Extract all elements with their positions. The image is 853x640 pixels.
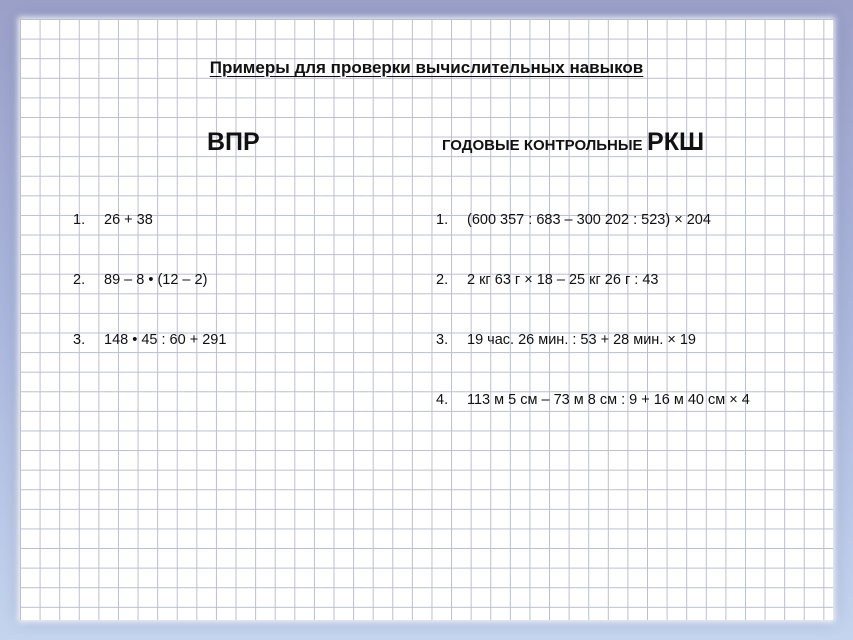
item-number: 2. [436, 272, 449, 288]
item-number: 1. [73, 212, 86, 228]
item-number: 2. [73, 272, 86, 288]
item-expression: (600 357 : 683 – 300 202 : 523) × 204 [467, 212, 711, 228]
item-expression: 2 кг 63 г × 18 – 25 кг 26 г : 43 [467, 272, 659, 288]
right-heading-abbrev: РКШ [647, 128, 705, 156]
item-number: 4. [436, 392, 449, 408]
item-expression: 26 + 38 [104, 212, 153, 228]
item-number: 3. [73, 332, 86, 348]
item-expression: 19 час. 26 мин. : 53 + 28 мин. × 19 [467, 332, 696, 348]
right-column-heading [442, 128, 704, 157]
grid-paper-sheet [20, 19, 833, 620]
item-expression: 113 м 5 см – 73 м 8 см : 9 + 16 м 40 см × 4 [467, 392, 750, 408]
item-expression: 148 • 45 : 60 + 291 [104, 332, 227, 348]
item-number: 3. [436, 332, 449, 348]
item-expression: 89 – 8 • (12 – 2) [104, 272, 208, 288]
right-heading-prefix: ГОДОВЫЕ КОНТРОЛЬНЫЕ [442, 137, 643, 154]
page-title: Примеры для проверки вычислительных навыков [209, 58, 644, 77]
left-column-heading: ВПР [207, 128, 260, 156]
item-number: 1. [436, 212, 449, 228]
